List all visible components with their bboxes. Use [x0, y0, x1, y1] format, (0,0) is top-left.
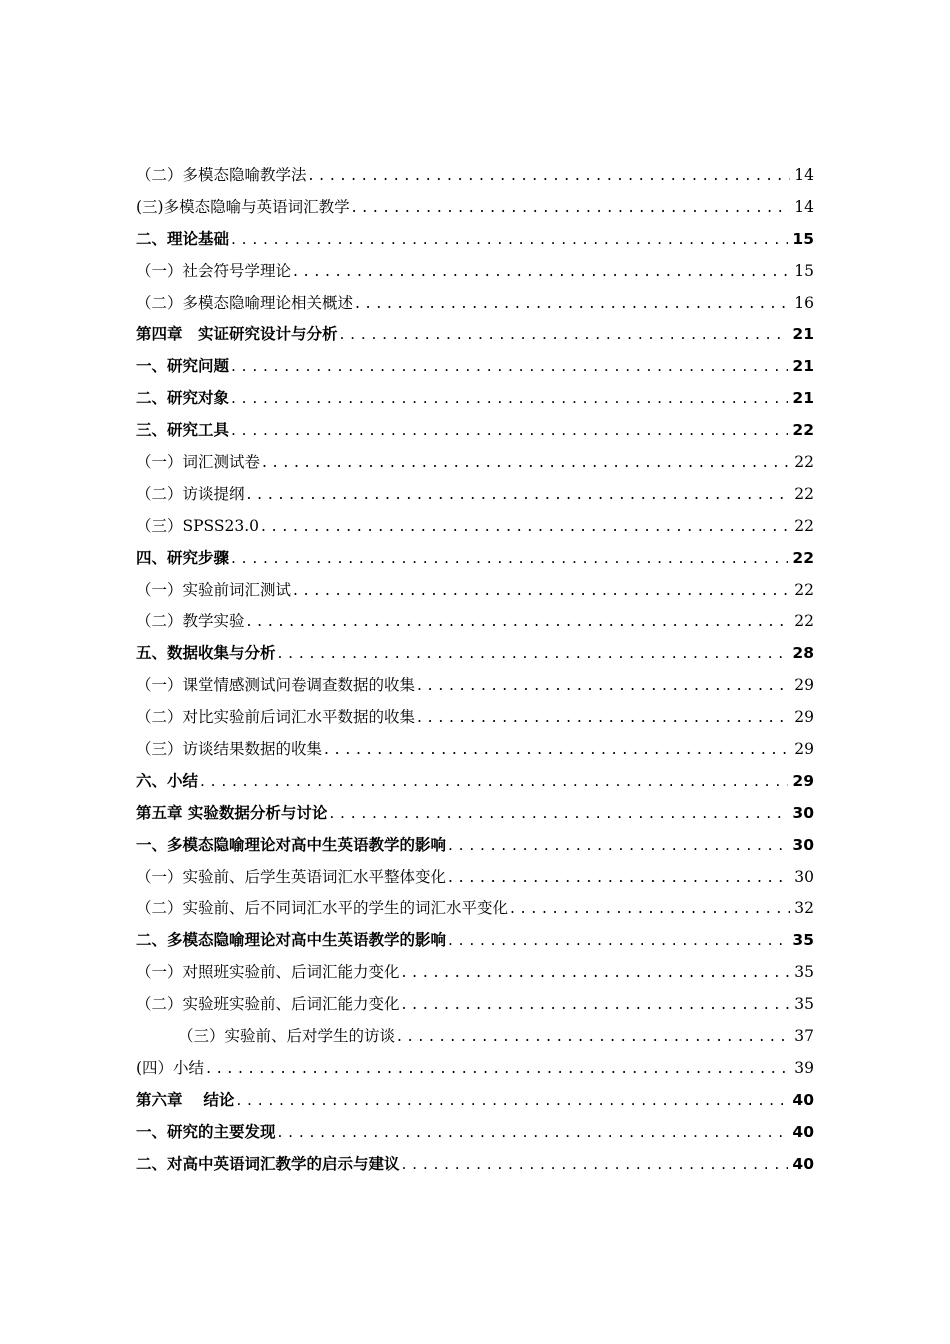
- toc-entry[interactable]: [136, 798, 814, 830]
- toc-entry-page-number: 15: [792, 229, 814, 248]
- toc-entry-label: （三）实验前、后对学生的访谈: [178, 1027, 396, 1046]
- toc-entry-page-number: 40: [792, 1154, 814, 1173]
- toc-entry-label: 一、研究问题: [136, 357, 230, 376]
- toc-entry-label: （三）访谈结果数据的收集: [136, 740, 323, 759]
- toc-entry-page-number: 29: [794, 676, 814, 695]
- toc-entry[interactable]: [136, 1117, 814, 1149]
- toc-entry[interactable]: [136, 862, 814, 894]
- toc-entry-page-number: 22: [792, 421, 814, 440]
- toc-entry-page-number: 21: [792, 325, 814, 344]
- toc-entry-page-number: 37: [794, 1027, 814, 1046]
- toc-entry[interactable]: [136, 830, 814, 862]
- toc-entry-page-number: 22: [794, 580, 814, 599]
- toc-entry-label: 二、多模态隐喻理论对高中生英语教学的影响: [136, 931, 447, 950]
- toc-entry-page-number: 14: [794, 165, 814, 184]
- toc-entry-label: (四）小结: [136, 1058, 205, 1077]
- toc-entry[interactable]: [136, 319, 814, 351]
- dot-leader: [231, 543, 788, 575]
- toc-entry[interactable]: [136, 893, 814, 925]
- toc-entry-page-number: 29: [794, 740, 814, 759]
- toc-entry-label: 第五章 实验数据分析与讨论: [136, 803, 328, 822]
- toc-entry-page-number: 22: [794, 484, 814, 503]
- toc-entry[interactable]: [136, 1053, 814, 1085]
- toc-entry-label: 五、数据收集与分析: [136, 644, 276, 663]
- dot-leader: [206, 1053, 790, 1085]
- toc-entry[interactable]: [136, 447, 814, 479]
- toc-entry-label: （二）多模态隐喻理论相关概述: [136, 293, 354, 312]
- toc-entry-label: （二）多模态隐喻教学法: [136, 165, 307, 184]
- toc-entry-label: (三)多模态隐喻与英语词汇教学: [136, 197, 350, 216]
- toc-entry[interactable]: [136, 575, 814, 607]
- dot-leader: [448, 830, 788, 862]
- toc-entry[interactable]: [136, 766, 814, 798]
- toc-entry-label: （一）实验前词汇测试: [136, 580, 292, 599]
- dot-leader: [417, 702, 790, 734]
- toc-entry-label: 一、多模态隐喻理论对高中生英语教学的影响: [136, 835, 447, 854]
- toc-entry[interactable]: [136, 415, 814, 447]
- toc-entry-label: （二）实验前、后不同词汇水平的学生的词汇水平变化: [136, 899, 509, 918]
- toc-entry-page-number: 30: [792, 835, 814, 854]
- toc-entry-label: （三）SPSS23.0: [136, 516, 260, 535]
- dot-leader: [340, 319, 789, 351]
- dot-leader: [278, 1117, 789, 1149]
- toc-entry-label: （一）对照班实验前、后词汇能力变化: [136, 963, 400, 982]
- toc-entry-page-number: 28: [792, 644, 814, 663]
- toc-entry-page-number: 22: [794, 612, 814, 631]
- dot-leader: [293, 575, 790, 607]
- toc-entry-label: 三、研究工具: [136, 421, 230, 440]
- dot-leader: [329, 798, 788, 830]
- dot-leader: [247, 606, 790, 638]
- dot-leader: [417, 670, 790, 702]
- toc-entry[interactable]: [136, 734, 814, 766]
- toc-entry[interactable]: [136, 479, 814, 511]
- toc-entry-label: 一、研究的主要发现: [136, 1122, 276, 1141]
- dot-leader: [278, 638, 789, 670]
- toc-entry[interactable]: [136, 670, 814, 702]
- toc-entry-page-number: 29: [794, 708, 814, 727]
- toc-entry-label: 二、理论基础: [136, 229, 230, 248]
- toc-entry-page-number: 22: [792, 548, 814, 567]
- dot-leader: [200, 766, 788, 798]
- toc-entry-page-number: 29: [792, 771, 814, 790]
- toc-entry-page-number: 15: [794, 261, 814, 280]
- dot-leader: [231, 224, 788, 256]
- toc-entry[interactable]: [136, 606, 814, 638]
- toc-entry-label: 二、对高中英语词汇教学的启示与建议: [136, 1154, 400, 1173]
- toc-entry[interactable]: [136, 224, 814, 256]
- toc-entry-label: 第四章 实证研究设计与分析: [136, 325, 338, 344]
- toc-entry-page-number: 16: [794, 293, 814, 312]
- toc-entry[interactable]: [136, 256, 814, 288]
- toc-entry-page-number: 39: [794, 1058, 814, 1077]
- toc-entry-page-number: 35: [794, 963, 814, 982]
- dot-leader: [262, 447, 790, 479]
- toc-entry-label: （一）课堂情感测试问卷调查数据的收集: [136, 676, 416, 695]
- toc-entry-page-number: 40: [792, 1090, 814, 1109]
- toc-entry-label: （一）词汇测试卷: [136, 453, 261, 471]
- toc-entry[interactable]: [136, 160, 814, 192]
- toc-entry-label: 四、研究步骤: [136, 548, 230, 567]
- toc-entry-page-number: 22: [794, 516, 814, 535]
- toc-entry[interactable]: [136, 383, 814, 415]
- toc-entry-page-number: 40: [792, 1122, 814, 1141]
- toc-entry[interactable]: [136, 543, 814, 575]
- toc-entry-page-number: 32: [794, 899, 814, 918]
- dot-leader: [355, 288, 790, 320]
- toc-entry[interactable]: [136, 1149, 814, 1181]
- dot-leader: [324, 734, 790, 766]
- dot-leader: [231, 415, 788, 447]
- table-of-contents: [136, 160, 814, 1181]
- dot-leader: [309, 160, 790, 192]
- toc-entry[interactable]: [136, 351, 814, 383]
- dot-leader: [247, 479, 790, 511]
- dot-leader: [236, 1085, 788, 1117]
- toc-entry[interactable]: [136, 989, 814, 1021]
- toc-entry[interactable]: [136, 957, 814, 989]
- dot-leader: [261, 511, 790, 543]
- dot-leader: [402, 989, 790, 1021]
- toc-entry[interactable]: [136, 288, 814, 320]
- toc-entry-page-number: 14: [794, 197, 814, 216]
- dot-leader: [448, 862, 790, 894]
- dot-leader: [510, 893, 790, 925]
- dot-leader: [448, 925, 788, 957]
- toc-entry-label: （二）访谈提纲: [136, 484, 245, 503]
- toc-entry-label: 第六章 结论: [136, 1090, 235, 1109]
- toc-entry-page-number: 22: [794, 453, 814, 471]
- dot-leader: [397, 1021, 790, 1053]
- dot-leader: [231, 351, 788, 383]
- dot-leader: [293, 256, 790, 288]
- toc-entry[interactable]: [136, 638, 814, 670]
- toc-entry[interactable]: [136, 511, 814, 543]
- toc-entry[interactable]: [136, 1085, 814, 1117]
- dot-leader: [402, 1149, 789, 1181]
- dot-leader: [352, 192, 790, 224]
- toc-entry[interactable]: [136, 1021, 814, 1053]
- toc-entry-page-number: 21: [792, 389, 814, 408]
- toc-entry-label: （一）实验前、后学生英语词汇水平整体变化: [136, 867, 447, 886]
- toc-entry-page-number: 21: [792, 357, 814, 376]
- toc-entry-label: （二）对比实验前后词汇水平数据的收集: [136, 708, 416, 727]
- toc-entry-page-number: 30: [792, 803, 814, 822]
- toc-entry-label: 六、小结: [136, 771, 199, 790]
- dot-leader: [231, 383, 788, 415]
- toc-entry[interactable]: [136, 702, 814, 734]
- toc-entry-label: （二）教学实验: [136, 612, 245, 631]
- toc-entry[interactable]: [136, 925, 814, 957]
- toc-entry-label: （一）社会符号学理论: [136, 261, 292, 280]
- toc-entry-label: （二）实验班实验前、后词汇能力变化: [136, 995, 400, 1014]
- toc-entry-page-number: 35: [792, 931, 814, 950]
- toc-entry-label: 二、研究对象: [136, 389, 230, 408]
- toc-entry-page-number: 35: [794, 995, 814, 1014]
- toc-entry[interactable]: [136, 192, 814, 224]
- dot-leader: [402, 957, 790, 989]
- toc-entry-page-number: 30: [794, 867, 814, 886]
